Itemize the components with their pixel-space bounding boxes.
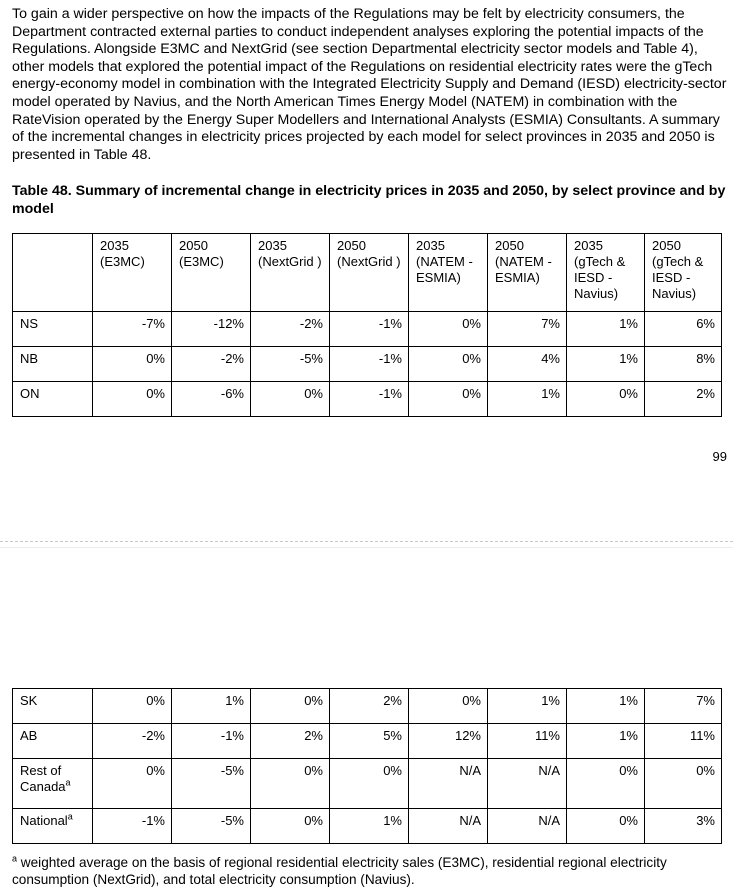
row-label xyxy=(13,382,93,417)
table-row xyxy=(13,347,722,382)
value-cell: -1% xyxy=(330,347,409,382)
table-row xyxy=(13,689,722,724)
row-label-text: NB xyxy=(20,351,39,366)
value-cell: 2% xyxy=(330,689,409,724)
value-cell: 1% xyxy=(172,689,251,724)
value-cell: 5% xyxy=(330,724,409,759)
value-cell: 0% xyxy=(251,809,330,844)
row-label-text: National xyxy=(20,813,68,828)
row-label xyxy=(13,689,93,724)
value-cell: 0% xyxy=(251,382,330,417)
value-cell: 1% xyxy=(567,724,645,759)
value-cell: N/A xyxy=(409,759,488,809)
row-label-sup: a xyxy=(65,777,71,788)
value-cell: 1% xyxy=(488,689,567,724)
header-cell: 2050 (gTech & IESD - Navius) xyxy=(645,234,722,312)
value-cell: 11% xyxy=(645,724,722,759)
table-row xyxy=(13,312,722,347)
value-cell: -5% xyxy=(172,809,251,844)
intro-paragraph: To gain a wider perspective on how the impacts of the Regulations may be felt by electricity consumers, the Department contracted external parties to conduct independent analyses exploring the potential impacts of the Regulations. Alongside E3MC and NextGrid (see section Departmental electricity sector models and Table 4), other models that explored the potential impact of the Regulations on residential electricity rates were the gTech energy-economy model in combination with the Integrated Electricity Supply and Demand (IESD) electricity-sector model operated by Navius, and the North American Times Energy Model (NATEM) in combination with the RateVision operated by the Energy Super Modellers and International Analysts (ESMIA) Consultants. A summary of the incremental changes in electricity prices projected by each model for select provinces in 2035 and 2050 is presented in Table 48. xyxy=(12,6,727,163)
value-cell: 4% xyxy=(488,347,567,382)
price-change-table xyxy=(12,233,722,417)
header-corner xyxy=(13,234,93,312)
row-label-sup: a xyxy=(67,811,73,822)
value-cell: 0% xyxy=(567,382,645,417)
value-cell: -12% xyxy=(172,312,251,347)
value-cell: -1% xyxy=(330,312,409,347)
header-cell: 2035 (NATEM - ESMIA) xyxy=(409,234,488,312)
header-cell: 2035 (E3MC) xyxy=(93,234,172,312)
value-cell: 12% xyxy=(409,724,488,759)
value-cell: 1% xyxy=(488,382,567,417)
value-cell: -1% xyxy=(330,382,409,417)
header-cell: 2050 (E3MC) xyxy=(172,234,251,312)
value-cell: 0% xyxy=(409,347,488,382)
value-cell: 0% xyxy=(93,689,172,724)
price-change-table-continued xyxy=(12,688,722,844)
value-cell: 0% xyxy=(409,382,488,417)
value-cell: -2% xyxy=(251,312,330,347)
row-label-text: ON xyxy=(20,386,40,401)
value-cell: 6% xyxy=(645,312,722,347)
row-label xyxy=(13,347,93,382)
value-cell: -5% xyxy=(172,759,251,809)
value-cell: N/A xyxy=(488,809,567,844)
value-cell: 2% xyxy=(645,382,722,417)
value-cell: 0% xyxy=(93,382,172,417)
row-label xyxy=(13,312,93,347)
value-cell: 3% xyxy=(645,809,722,844)
value-cell: 7% xyxy=(645,689,722,724)
value-cell: 0% xyxy=(645,759,722,809)
value-cell: 8% xyxy=(645,347,722,382)
value-cell: -2% xyxy=(172,347,251,382)
row-label-text: NS xyxy=(20,316,39,331)
header-cell: 2035 (NextGrid ) xyxy=(251,234,330,312)
row-label xyxy=(13,759,93,809)
table-row xyxy=(13,382,722,417)
header-cell: 2050 (NextGrid ) xyxy=(330,234,409,312)
value-cell: 0% xyxy=(93,347,172,382)
row-label-text: AB xyxy=(20,728,38,743)
header-cell: 2050 (NATEM - ESMIA) xyxy=(488,234,567,312)
table-caption: Table 48. Summary of incremental change in electricity prices in 2035 and 2050, by select province and by model xyxy=(12,183,726,217)
table-row xyxy=(13,809,722,844)
page-break-shadow xyxy=(0,547,733,548)
table-row xyxy=(13,724,722,759)
value-cell: 7% xyxy=(488,312,567,347)
value-cell: -6% xyxy=(172,382,251,417)
value-cell: 1% xyxy=(330,809,409,844)
value-cell: 11% xyxy=(488,724,567,759)
value-cell: 1% xyxy=(567,689,645,724)
value-cell: 1% xyxy=(567,347,645,382)
value-cell: 0% xyxy=(567,759,645,809)
value-cell: -7% xyxy=(93,312,172,347)
footnote-marker: a xyxy=(12,853,18,864)
table-row xyxy=(13,759,722,809)
value-cell: 0% xyxy=(409,312,488,347)
header-row xyxy=(13,234,722,312)
row-label-text: SK xyxy=(20,693,38,708)
value-cell: 2% xyxy=(251,724,330,759)
footnote-text: weighted average on the basis of regional residential electricity sales (E3MC), residential regional electricity consumption (NextGrid), and total electricity consumption (Navius). xyxy=(12,855,667,887)
header-cell: 2035 (gTech & IESD - Navius) xyxy=(567,234,645,312)
row-label xyxy=(13,724,93,759)
value-cell: 0% xyxy=(409,689,488,724)
value-cell: -1% xyxy=(93,809,172,844)
page-break xyxy=(0,541,733,542)
value-cell: -5% xyxy=(251,347,330,382)
value-cell: N/A xyxy=(488,759,567,809)
value-cell: 0% xyxy=(251,689,330,724)
value-cell: -1% xyxy=(172,724,251,759)
page-number: 99 xyxy=(712,449,727,464)
value-cell: N/A xyxy=(409,809,488,844)
value-cell: 0% xyxy=(567,809,645,844)
footnote xyxy=(12,854,728,888)
row-label-text: Rest of Canada xyxy=(20,763,66,794)
row-label xyxy=(13,809,93,844)
value-cell: 0% xyxy=(93,759,172,809)
value-cell: 0% xyxy=(330,759,409,809)
value-cell: 0% xyxy=(251,759,330,809)
value-cell: -2% xyxy=(93,724,172,759)
value-cell: 1% xyxy=(567,312,645,347)
